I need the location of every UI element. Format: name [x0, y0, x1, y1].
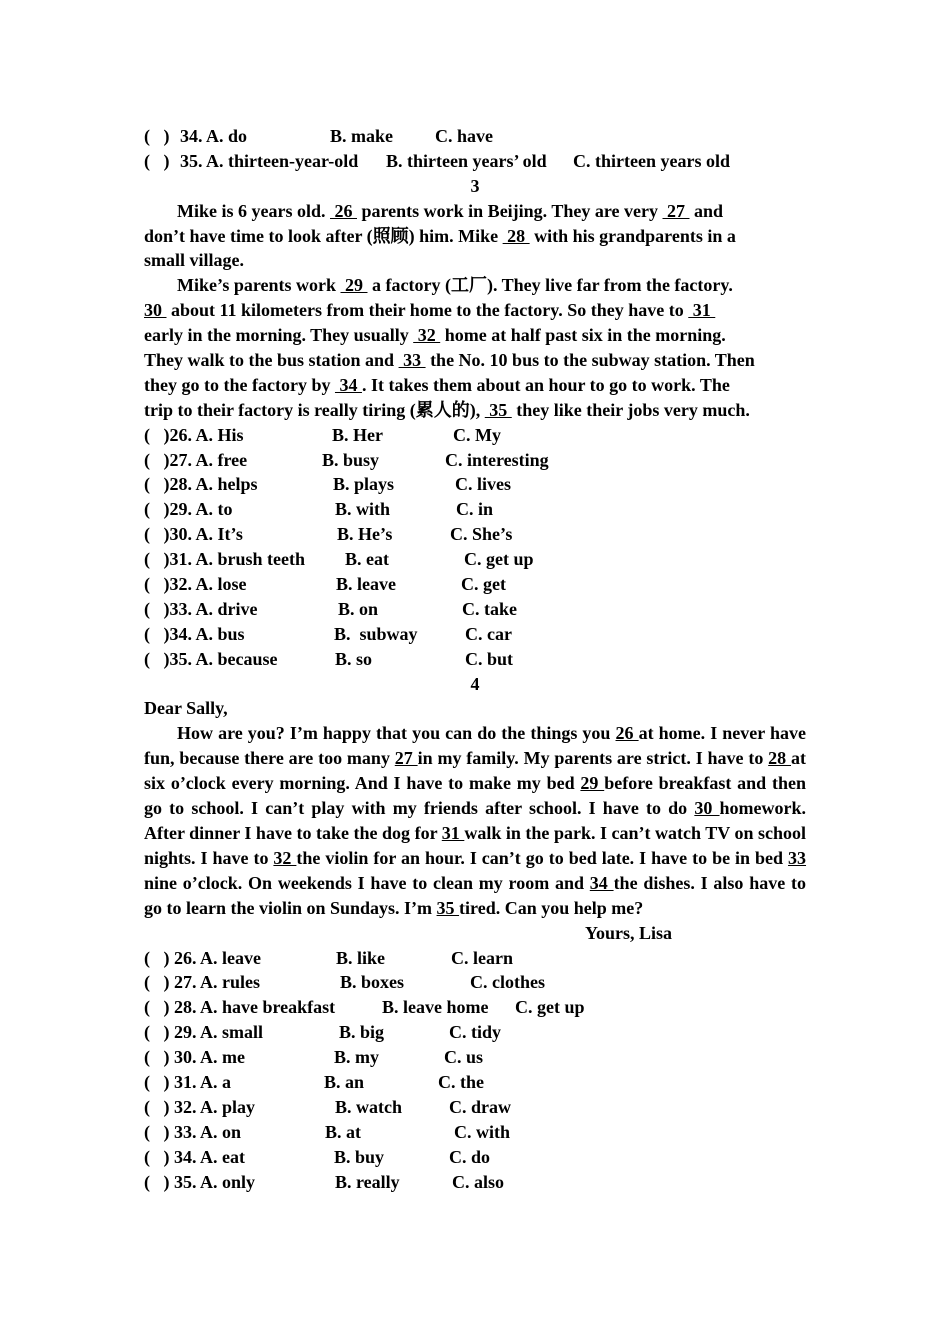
- option-c: C. us: [444, 1047, 484, 1068]
- passage3-line7: They walk to the bus station and 33 the No. 10 bus to the subway station. Then: [144, 350, 755, 371]
- question-34-prev: [144, 124, 806, 149]
- option-c: C. She’s: [450, 524, 513, 545]
- blank-32: 32: [273, 847, 297, 868]
- blank-27: 27: [662, 200, 690, 221]
- blank-33: 33: [398, 350, 426, 371]
- option-row: [144, 572, 806, 597]
- option-c: C. My: [453, 424, 501, 445]
- blank-35: 35: [484, 399, 512, 420]
- option-b: B. big: [339, 1022, 385, 1043]
- option-a: ( )26. A. His: [144, 424, 244, 445]
- option-a: ( )30. A. It’s: [144, 524, 243, 545]
- option-a: 34. A. do: [180, 126, 248, 146]
- option-a: ( )35. A. because: [144, 648, 278, 669]
- blank-26: 26: [615, 723, 639, 744]
- blank-32: 32: [413, 325, 441, 346]
- passage3-line1: Mike is 6 years old. 26 parents work in Beijing. They are very 27 and: [177, 200, 724, 221]
- option-b: B. watch: [335, 1096, 402, 1117]
- worksheet-page: [144, 124, 806, 1194]
- option-b: B. eat: [345, 549, 389, 570]
- blank-26: 26: [330, 200, 357, 221]
- blank-35: 35: [436, 897, 460, 918]
- blank-29: 29: [340, 275, 368, 296]
- option-b: B. with: [335, 499, 391, 520]
- option-a: ( )28. A. helps: [144, 474, 258, 495]
- option-a: ( ) 34. A. eat: [144, 1146, 245, 1167]
- option-c: C. lives: [455, 474, 511, 495]
- option-a: ( ) 35. A. only: [144, 1171, 256, 1192]
- option-b: B. thirteen years’ old: [386, 150, 547, 171]
- option-b: B. like: [336, 947, 386, 968]
- option-a: ( ) 33. A. on: [144, 1121, 242, 1142]
- option-b: B. Her: [332, 424, 383, 445]
- option-a: ( )27. A. free: [144, 449, 248, 470]
- option-row: [144, 522, 806, 547]
- passage3-line6: early in the morning. They usually 32 home at half past six in the morning.: [144, 325, 726, 346]
- option-c: C. thirteen years old: [573, 150, 730, 171]
- option-a: ( ) 30. A. me: [144, 1047, 245, 1068]
- option-a: ( )31. A. brush teeth: [144, 549, 305, 570]
- option-c: C. but: [465, 648, 514, 669]
- option-row: [144, 597, 806, 622]
- option-b: B. an: [324, 1071, 365, 1092]
- option-b: B. my: [334, 1047, 379, 1068]
- option-c: C. get: [461, 574, 506, 595]
- option-b: B. He’s: [337, 524, 393, 545]
- option-b: B. busy: [322, 449, 380, 470]
- answer-paren: ( ): [144, 150, 170, 171]
- blank-27: 27: [394, 748, 418, 769]
- option-row: [144, 1120, 806, 1145]
- option-c: C. take: [462, 598, 517, 619]
- option-c: C. also: [452, 1171, 505, 1192]
- blank-30: 30: [144, 300, 167, 321]
- letter-signature: Yours, Lisa: [585, 922, 673, 943]
- blank-33: 33: [788, 847, 807, 868]
- passage3-line2: don’t have time to look after (照顾) him. Mike 28 with his grandparents in a: [144, 225, 736, 246]
- passage3-line3: small village.: [144, 250, 244, 271]
- option-a: ( ) 29. A. small: [144, 1022, 263, 1043]
- option-c: C. learn: [451, 947, 513, 968]
- option-row: [144, 622, 806, 647]
- blank-31: 31: [441, 823, 465, 843]
- option-c: C. car: [465, 623, 512, 644]
- option-b: B. plays: [333, 474, 395, 495]
- blank-34: 34: [334, 374, 362, 395]
- option-b: B. at: [325, 1121, 361, 1142]
- letter-greeting: Dear Sally,: [144, 698, 228, 719]
- section4-options: [144, 946, 806, 1195]
- option-row: [144, 1020, 806, 1045]
- option-b: B. make: [330, 126, 393, 146]
- option-a: ( ) 28. A. have breakfast: [144, 997, 336, 1018]
- option-row: [144, 1045, 806, 1070]
- option-a: ( )29. A. to: [144, 499, 233, 520]
- letter-body: How are you? I’m happy that you can do the things you 26 at home. I never have fun, because there are too many 27 in my family. My parents are strict. I have to 28 at six o’clock every morning. And I have to make my bed 29 before breakfast and then go to school. I can’t play with my friends after school. I have to do 30 homework. After dinner I have to take the dog for 31 walk in the park. I can’t watch TV on school nights. I have to 32 the violin for an hour. I can’t go to bed late. I have to be in bed 33 nine o’clock. On weekends I have to clean my room and 34 the dishes. I also have to go to learn the violin on Sundays. I’m 35 tired. Can you help me?: [144, 723, 807, 918]
- option-c: C. have: [435, 126, 493, 146]
- option-b: B. so: [335, 648, 373, 669]
- blank-28: 28: [768, 748, 791, 769]
- option-a: ( )32. A. lose: [144, 574, 247, 595]
- option-row: [144, 946, 806, 971]
- option-c: C. get up: [464, 549, 534, 570]
- blank-30: 30: [694, 798, 720, 819]
- passage3-line5: 30 about 11 kilometers from their home to the factory. So they have to 31: [144, 300, 716, 321]
- option-b: B. leave home: [382, 997, 489, 1018]
- option-a: ( ) 32. A. play: [144, 1096, 256, 1117]
- option-row: [144, 547, 806, 572]
- section3-options: [144, 423, 806, 672]
- option-row: [144, 497, 806, 522]
- option-b: B. really: [335, 1171, 400, 1192]
- option-c: C. get up: [515, 997, 585, 1018]
- option-row: [144, 1070, 806, 1095]
- option-b: B. boxes: [340, 972, 405, 993]
- option-row: [144, 647, 806, 672]
- answer-paren: ( ): [144, 126, 170, 146]
- option-c: C. tidy: [449, 1022, 502, 1043]
- passage3-line4: Mike’s parents work 29 a factory (工厂). They live far from the factory.: [177, 275, 733, 296]
- option-row: [144, 970, 806, 995]
- option-c: C. clothes: [470, 972, 545, 993]
- section-number-4: 4: [470, 673, 480, 694]
- option-row: [144, 995, 806, 1020]
- option-c: C. do: [449, 1146, 491, 1167]
- option-b: B. leave: [336, 574, 396, 595]
- option-c: C. the: [438, 1071, 484, 1092]
- option-row: [144, 472, 806, 497]
- option-a: 35. A. thirteen-year-old: [180, 150, 359, 171]
- option-b: B. subway: [334, 623, 418, 644]
- option-a: ( )34. A. bus: [144, 623, 245, 644]
- passage3-line9: trip to their factory is really tiring (累人的), 35 they like their jobs very much.: [144, 399, 750, 420]
- blank-28: 28: [502, 225, 530, 246]
- blank-34: 34: [589, 872, 614, 893]
- section-number-3: 3: [470, 175, 480, 196]
- option-c: C. with: [454, 1121, 511, 1142]
- blank-31: 31: [688, 300, 716, 321]
- option-row: [144, 1170, 806, 1195]
- option-a: ( ) 27. A. rules: [144, 972, 260, 993]
- option-b: B. on: [338, 598, 379, 619]
- blank-29: 29: [580, 773, 605, 794]
- option-row: [144, 448, 806, 473]
- option-c: C. draw: [449, 1096, 511, 1117]
- question-35-prev: [144, 149, 806, 174]
- option-c: C. interesting: [445, 449, 549, 470]
- option-a: ( )33. A. drive: [144, 598, 258, 619]
- passage3-line8: they go to the factory by 34 . It takes them about an hour to go to work. The: [144, 374, 730, 395]
- option-row: [144, 423, 806, 448]
- option-a: ( ) 31. A. a: [144, 1071, 231, 1092]
- option-row: [144, 1145, 806, 1170]
- option-row: [144, 1095, 806, 1120]
- option-b: B. buy: [334, 1146, 385, 1167]
- option-c: C. in: [456, 499, 494, 520]
- option-a: ( ) 26. A. leave: [144, 947, 261, 968]
